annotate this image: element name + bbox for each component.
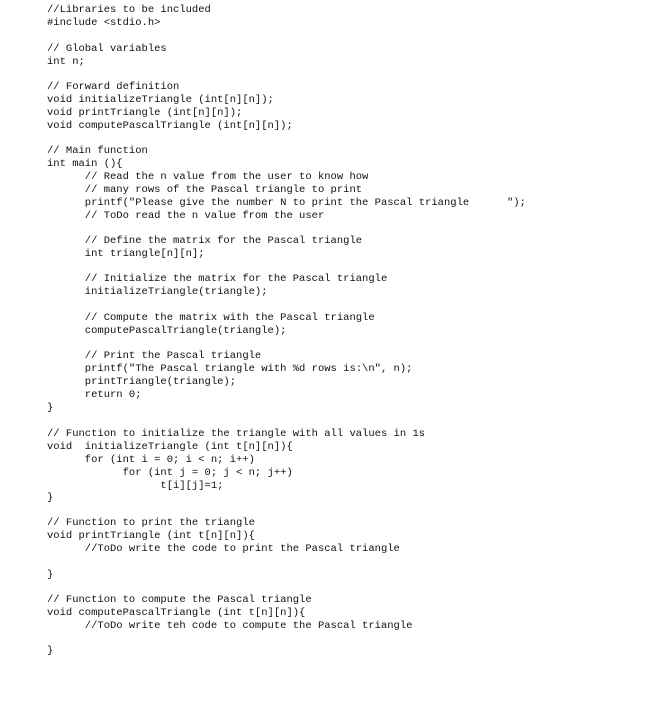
code-line: void printTriangle (int[n][n]);: [47, 107, 243, 119]
code-line: printf("Please give the number N to print the Pascal triangle ");: [47, 197, 526, 209]
code-line: // Initialize the matrix for the Pascal triangle: [47, 273, 388, 285]
code-line: // Define the matrix for the Pascal triangle: [47, 235, 363, 247]
code-line: void computePascalTriangle (int t[n][n]){: [47, 607, 306, 619]
code-line: void initializeTriangle (int[n][n]);: [47, 94, 274, 106]
code-line: void printTriangle (int t[n][n]){: [47, 530, 255, 542]
code-line: void computePascalTriangle (int[n][n]);: [47, 120, 293, 132]
code-line: // Compute the matrix with the Pascal triangle: [47, 312, 375, 324]
code-line: //Libraries to be included: [47, 4, 211, 16]
code-line: // Main function: [47, 145, 148, 157]
code-line: }: [47, 569, 54, 581]
code-line: for (int j = 0; j < n; j++): [47, 467, 293, 479]
code-line: // Function to print the triangle: [47, 517, 255, 529]
code-line: return 0;: [47, 389, 142, 401]
code-line: // Print the Pascal triangle: [47, 350, 262, 362]
code-line: #include <stdio.h>: [47, 17, 161, 29]
code-line: }: [47, 402, 54, 414]
code-line: // Function to compute the Pascal triangle: [47, 594, 312, 606]
code-line: computePascalTriangle(triangle);: [47, 325, 287, 337]
code-line: int triangle[n][n];: [47, 248, 205, 260]
code-line: }: [47, 645, 54, 657]
code-line: printf("The Pascal triangle with %d rows is:\n", n);: [47, 363, 413, 375]
code-line: for (int i = 0; i < n; i++): [47, 454, 255, 466]
code-line: //ToDo write the code to print the Pascal triangle: [47, 543, 400, 555]
code-line: printTriangle(triangle);: [47, 376, 237, 388]
code-line: // Read the n value from the user to know how: [47, 171, 369, 183]
code-line: t[i][j]=1;: [47, 480, 224, 492]
code-document: [47, 4, 637, 704]
code-line: int n;: [47, 56, 85, 68]
code-line: // ToDo read the n value from the user: [47, 210, 325, 222]
code-line: // many rows of the Pascal triangle to print: [47, 184, 363, 196]
code-line: // Global variables: [47, 43, 167, 55]
code-line: int main (){: [47, 158, 123, 170]
code-line: //ToDo write teh code to compute the Pascal triangle: [47, 620, 413, 632]
code-line: initializeTriangle(triangle);: [47, 286, 268, 298]
code-line: }: [47, 492, 54, 504]
code-line: void initializeTriangle (int t[n][n]){: [47, 441, 293, 453]
code-line: // Function to initialize the triangle with all values in 1s: [47, 428, 426, 440]
code-line: // Forward definition: [47, 81, 180, 93]
